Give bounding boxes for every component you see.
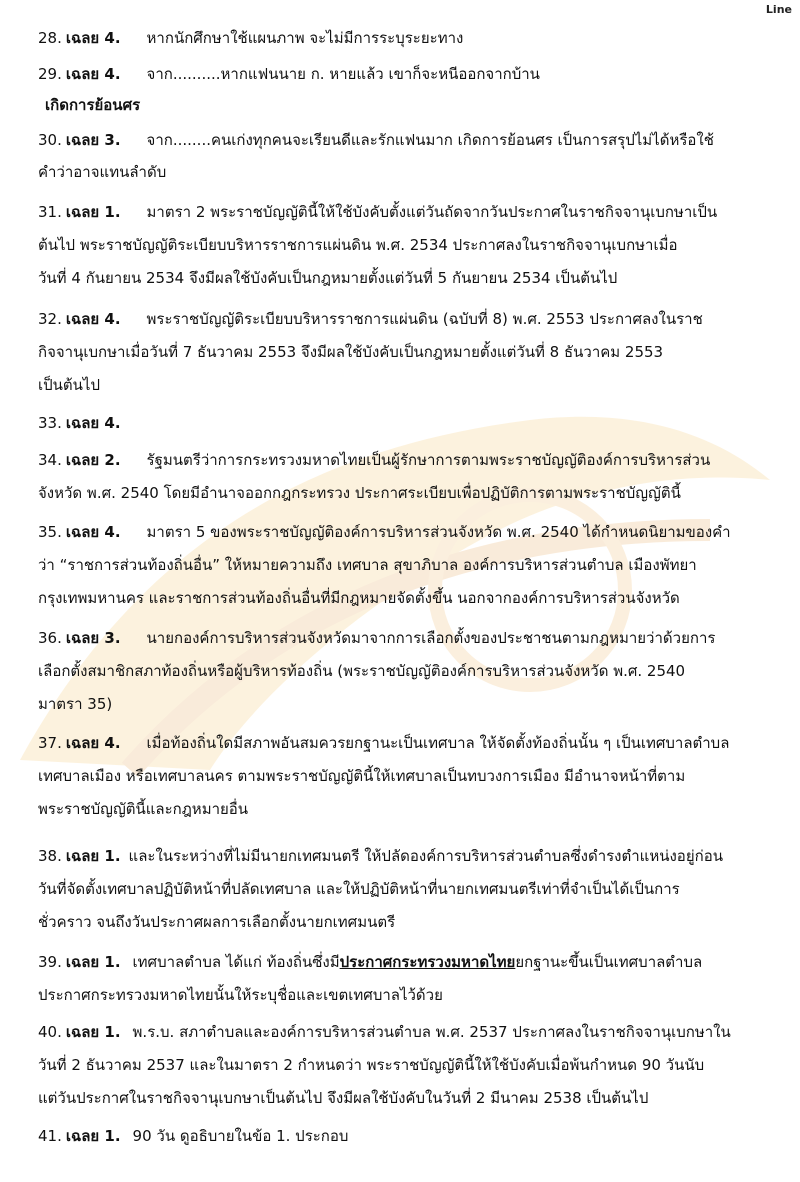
answer-text-continued: กรุงเทพมหานคร และราชการส่วนท้องถิ่นอื่นที่มีกฎหมายจัดตั้งขึ้น นอกจากองค์การบริหารส่วนจังหวัด — [38, 589, 680, 607]
answer-text-continued: แต่วันประกาศในราชกิจจานุเบกษาเป็นต้นไป จึงมีผลใช้บังคับในวันที่ 2 มีนาคม 2538 เป็นต้นไป — [38, 1089, 649, 1107]
answer-text-continued: มาตรา 35) — [38, 695, 113, 713]
answer-label: เฉลย 3. — [65, 629, 121, 647]
answer-text-continued: กิจจานุเบกษาเมื่อวันที่ 7 ธันวาคม 2553 จึงมีผลใช้บังคับเป็นกฎหมายตั้งแต่วันที่ 8 ธันวาคม 2553 — [38, 343, 664, 361]
answer-item-39 — [38, 950, 783, 974]
answer-text: จาก........คนเก่งทุกคนจะเรียนดีและรักแฟนมาก เกิดการย้อนศร เป็นการสรุปไม่ได้หรือใช้ — [146, 131, 714, 149]
answer-label: เฉลย 1. — [65, 203, 121, 221]
answer-text-continued: เลือกตั้งสมาชิกสภาท้องถิ่นหรือผู้บริหารท้องถิ่น (พระราชบัญญัติองค์การบริหารส่วนจังหวัด พ.ศ. 2540 — [38, 662, 686, 680]
answer-text-continued: เป็นต้นไป — [38, 376, 100, 394]
answer-item-40 — [38, 1020, 783, 1044]
answer-text: มาตรา 2 พระราชบัญญัตินี้ให้ใช้บังคับตั้งแต่วันถัดจากวันประกาศในราชกิจจานุเบกษาเป็น — [146, 203, 718, 221]
answer-label: เฉลย 4. — [65, 734, 121, 752]
answer-text: ยกฐานะขึ้นเป็นเทศบาลตำบล — [515, 953, 703, 971]
item-number: 34. — [38, 451, 62, 469]
answer-item-35 — [38, 520, 783, 544]
answer-text-continued: เกิดการย้อนศร — [45, 96, 141, 114]
item-number: 39. — [38, 953, 62, 971]
answer-text: และในระหว่างที่ไม่มีนายกเทศมนตรี ให้ปลัดองค์การบริหารส่วนตำบลซึ่งดำรงตำแหน่งอยู่ก่อน — [128, 847, 723, 865]
answer-item-29 — [38, 62, 783, 86]
item-number: 30. — [38, 131, 62, 149]
answer-text-continued: เทศบาลเมือง หรือเทศบาลนคร ตามพระราชบัญญัตินี้ให้เทศบาลเป็นทบวงการเมือง มีอำนาจหน้าที่ตาม — [38, 767, 686, 785]
answer-text-continued: จังหวัด พ.ศ. 2540 โดยมีอำนาจออกกฎกระทรวง ประกาศระเบียบเพื่อปฏิบัติการตามพระราชบัญญัตินี้ — [38, 484, 681, 502]
item-number: 41. — [38, 1127, 62, 1145]
item-number: 29. — [38, 65, 62, 83]
answer-text-continued: ประกาศกระทรวงมหาดไทยนั้นให้ระบุชื่อและเขตเทศบาลไว้ด้วย — [38, 986, 443, 1004]
item-number: 36. — [38, 629, 62, 647]
item-number: 33. — [38, 414, 62, 432]
answer-item-28 — [38, 26, 783, 50]
answer-label: เฉลย 3. — [65, 131, 121, 149]
item-number: 32. — [38, 310, 62, 328]
item-number: 28. — [38, 29, 62, 47]
answer-label: เฉลย 4. — [65, 65, 121, 83]
answer-text-continued: พระราชบัญญัตินี้และกฎหมายอื่น — [38, 800, 249, 818]
answer-item-37 — [38, 731, 783, 755]
item-number: 37. — [38, 734, 62, 752]
answer-text-continued: วันที่ 2 ธันวาคม 2537 และในมาตรา 2 กำหนดว่า พระราชบัญญัตินี้ให้ใช้บังคับเมื่อพ้นกำหนด 90 วันนับ — [38, 1056, 705, 1074]
answer-item-41 — [38, 1124, 783, 1148]
answer-item-30 — [38, 128, 783, 152]
answer-item-32 — [38, 307, 783, 331]
answer-text: มาตรา 5 ของพระราชบัญญัติองค์การบริหารส่วนจังหวัด พ.ศ. 2540 ได้กำหนดนิยามของคำ — [146, 523, 731, 541]
answer-label: เฉลย 4. — [65, 310, 121, 328]
answer-item-36 — [38, 626, 783, 650]
item-number: 40. — [38, 1023, 62, 1041]
answer-text-continued: วันที่จัดตั้งเทศบาลปฏิบัติหน้าที่ปลัดเทศบาล และให้ปฏิบัติหน้าที่นายกเทศมนตรีเท่าที่จำเป็นได้เป็นการ — [38, 880, 680, 898]
item-number: 35. — [38, 523, 62, 541]
answer-text-continued: ชั่วคราว จนถึงวันประกาศผลการเลือกตั้งนายกเทศมนตรี — [38, 913, 396, 931]
answer-text-continued: คำว่าอาจแทนลำดับ — [38, 163, 167, 181]
answer-label: เฉลย 1. — [65, 1023, 121, 1041]
answer-text: เทศบาลตำบล ได้แก่ ท้องถิ่นซึ่งมี — [132, 953, 340, 971]
corner-label: Line — [765, 3, 792, 16]
item-number: 31. — [38, 203, 62, 221]
answer-text-continued: วันที่ 4 กันยายน 2534 จึงมีผลใช้บังคับเป็นกฎหมายตั้งแต่วันที่ 5 กันยายน 2534 เป็นต้นไป — [38, 269, 618, 287]
answer-label: เฉลย 2. — [65, 451, 121, 469]
answer-text: พระราชบัญญัติระเบียบบริหารราชการแผ่นดิน (ฉบับที่ 8) พ.ศ. 2553 ประกาศลงในราช — [146, 310, 703, 328]
answer-item-38 — [38, 844, 783, 868]
answer-text: พ.ร.บ. สภาตำบลและองค์การบริหารส่วนตำบล พ.ศ. 2537 ประกาศลงในราชกิจจานุเบกษาใน — [132, 1023, 731, 1041]
answer-text: รัฐมนตรีว่าการกระทรวงมหาดไทยเป็นผู้รักษาการตามพระราชบัญญัติองค์การบริหารส่วน — [146, 451, 711, 469]
answer-label: เฉลย 4. — [65, 29, 121, 47]
answer-item-34 — [38, 448, 783, 472]
answer-text: จาก..........หากแฟนนาย ก. หายแล้ว เขาก็จะหนีออกจากบ้าน — [146, 65, 540, 83]
answer-label: เฉลย 1. — [65, 847, 121, 865]
answer-item-33 — [38, 411, 783, 435]
item-number: 38. — [38, 847, 62, 865]
answer-label: เฉลย 4. — [65, 523, 121, 541]
answer-text-continued: ต้นไป พระราชบัญญัติระเบียบบริหารราชการแผ่นดิน พ.ศ. 2534 ประกาศลงในราชกิจจานุเบกษาเมื่อ — [38, 236, 678, 254]
answer-text-continued: ว่า “ราชการส่วนท้องถิ่นอื่น” ให้หมายความถึง เทศบาล สุขาภิบาล องค์การบริหารส่วนตำบล เมืองพัทยา — [38, 556, 697, 574]
answer-text: 90 วัน ดูอธิบายในข้อ 1. ประกอบ — [132, 1127, 349, 1145]
answer-label: เฉลย 1. — [65, 1127, 121, 1145]
answer-text: หากนักศึกษาใช้แผนภาพ จะไม่มีการระบุระยะทาง — [146, 29, 464, 47]
answer-text: เมื่อท้องถิ่นใดมีสภาพอันสมควรยกฐานะเป็นเทศบาล ให้จัดตั้งท้องถิ่นนั้น ๆ เป็นเทศบาลตำบล — [146, 734, 730, 752]
answer-text-underlined: ประกาศกระทรวงมหาดไทย — [339, 953, 516, 971]
answer-item-31 — [38, 200, 783, 224]
answer-label: เฉลย 4. — [65, 414, 121, 432]
answer-text: นายกองค์การบริหารส่วนจังหวัดมาจากการเลือกตั้งของประชาชนตามกฎหมายว่าด้วยการ — [146, 629, 716, 647]
answer-label: เฉลย 1. — [65, 953, 121, 971]
